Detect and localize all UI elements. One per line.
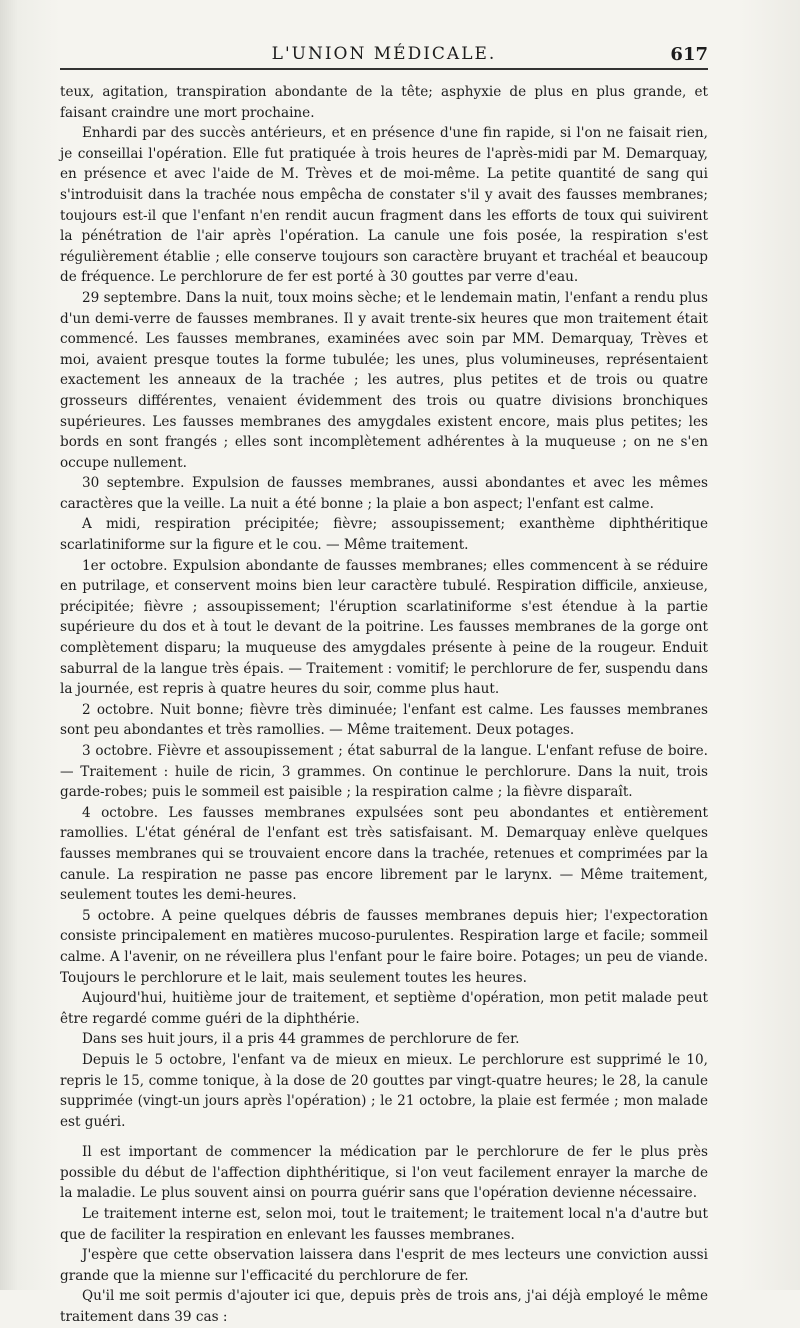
paragraph: Aujourd'hui, huitième jour de traitement, et septième d'opération, mon petit malade peut être regardé comme guéri de la diphthérie. xyxy=(60,990,708,1027)
paragraph: Dans ses huit jours, il a pris 44 grammes de perchlorure de fer. xyxy=(82,1031,520,1048)
paragraph: Il est important de commencer la médication par le perchlorure de fer le plus près possible du début de l'affection diphthéritique, si l'on veut facilement enrayer la marche de la maladie. Le plus souvent ainsi on pourra guérir sans que l'opération devienne nécessaire. xyxy=(60,1144,708,1202)
paragraph: Le traitement interne est, selon moi, tout le traitement; le traitement local n'a d'autre but que de faciliter la respiration en enlevant les fausses membranes. xyxy=(60,1206,708,1243)
paragraph: 30 septembre. Expulsion de fausses membranes, aussi abondantes et avec les mêmes caractères que la veille. La nuit a été bonne ; la plaie a bon aspect; l'enfant est calme. xyxy=(60,475,708,512)
paragraph: Qu'il me soit permis d'ajouter ici que, depuis près de trois ans, j'ai déjà employé le même traitement dans 39 cas : xyxy=(60,1288,708,1326)
paragraph: 3 octobre. Fièvre et assoupissement ; état saburral de la langue. L'enfant refuse de boire. — Traitement : huile de ricin, 3 grammes. On continue le perchlorure. Dans la nuit, trois garde-robes; puis le sommeil est paisible ; la respiration calme ; la fièvre disparaît. xyxy=(60,743,708,801)
paragraph: 4 octobre. Les fausses membranes expulsées sont peu abondantes et entièrement ramollies. L'état général de l'enfant est très satisfaisant. M. Demarquay enlève quelques fausses membranes qui se trouvaient encore dans la trachée, retenues et comprimées par la canule. La respiration ne passe pas encore librement par le larynx. — Même traitement, seulement toutes les demi-heures. xyxy=(60,804,708,904)
paragraph: Depuis le 5 octobre, l'enfant va de mieux en mieux. Le perchlorure est supprimé le 10, repris le 15, comme tonique, à la dose de 20 gouttes par vingt-quatre heures; le 28, la canule supprimée (vingt-un jours après l'opération) ; le 21 octobre, la plaie est fermée ; mon malade est guéri. xyxy=(60,1051,708,1130)
paragraph: Enhardi par des succès antérieurs, et en présence d'une fin rapide, si l'on ne faisait rien, je conseillai l'opération. Elle fut pratiquée à trois heures de l'après-midi par M. Demarquay, en présence et avec l'aide de M. Trèves et de moi-même. La petite quantité de sang qui s'introduisit dans la trachée nous empêcha de constater s'il y avait des fausses membranes; toujours est-il que l'enfant n'en rendit aucun fragment dans les efforts de toux qui suivirent la pénétration de l'air après l'opération. La canule une fois posée, la respiration s'est régulièrement établie ; elle conserve toujours son caractère bruyant et trachéal et beaucoup de fréquence. Le perchlorure de fer est porté à 30 gouttes par verre d'eau. xyxy=(60,125,708,286)
body-text xyxy=(60,82,708,1328)
paragraph: 1er octobre. Expulsion abondante de fausses membranes; elles commencent à se réduire en putrilage, et conservent moins bien leur caractère tubulé. Respiration difficile, anxieuse, précipitée; fièvre ; assoupissement; l'éruption scarlatiniforme s'est étendue à la partie supérieure du dos et à tout le devant de la poitrine. Les fausses membranes de la gorge ont complètement disparu; la muqueuse des amygdales présente à peine de la rougeur. Enduit saburral de la langue très épais. — Traitement : vomitif; le perchlorure de fer, suspendu dans la journée, est repris à quatre heures du soir, comme plus haut. xyxy=(60,557,708,698)
paragraph: 29 septembre. Dans la nuit, toux moins sèche; et le lendemain matin, l'enfant a rendu plus d'un demi-verre de fausses membranes. Il y avait trente-six heures que mon traitement était commencé. Les fausses membranes, examinées avec soin par MM. Demarquay, Trèves et moi, avaient presque toutes la forme tubulée; les unes, plus volumineuses, représentaient exactement les anneaux de la trachée ; les autres, plus petites et de trois ou quatre grosseurs différentes, venaient évidemment des trois ou quatre divisions bronchiques supérieures. Les fausses membranes des amygdales existent encore, mais plus petites; les bords en sont frangés ; elles sont incomplètement adhérentes à la muqueuse ; on ne s'en occupe nullement. xyxy=(60,289,708,471)
paragraph: teux, agitation, transpiration abondante de la tête; asphyxie de plus en plus grande, et faisant craindre une mort prochaine. xyxy=(60,84,708,121)
paragraph: 2 octobre. Nuit bonne; fièvre très diminuée; l'enfant est calme. Les fausses membranes sont peu abondantes et très ramollies. — Même traitement. Deux potages. xyxy=(60,701,708,739)
paragraph: J'espère que cette observation laissera dans l'esprit de mes lecteurs une conviction aussi grande que la mienne sur l'efficacité du perchlorure de fer. xyxy=(60,1247,708,1284)
running-title: L'UNION MÉDICALE. xyxy=(271,44,497,64)
page-number: 617 xyxy=(670,44,708,65)
page-header xyxy=(60,38,708,70)
paragraph: 5 octobre. A peine quelques débris de fausses membranes depuis hier; l'expectoration consiste principalement en matières mucoso-purulentes. Respiration large et facile; sommeil calme. A l'avenir, on ne réveillera plus l'enfant pour le faire boire. Potages; un peu de viande. Toujours le perchlorure et le lait, mais seulement toutes les heures. xyxy=(60,907,708,986)
paragraph: A midi, respiration précipitée; fièvre; assoupissement; exanthème diphthéritique scarlatiniforme sur la figure et le cou. — Même traitement. xyxy=(60,516,708,554)
